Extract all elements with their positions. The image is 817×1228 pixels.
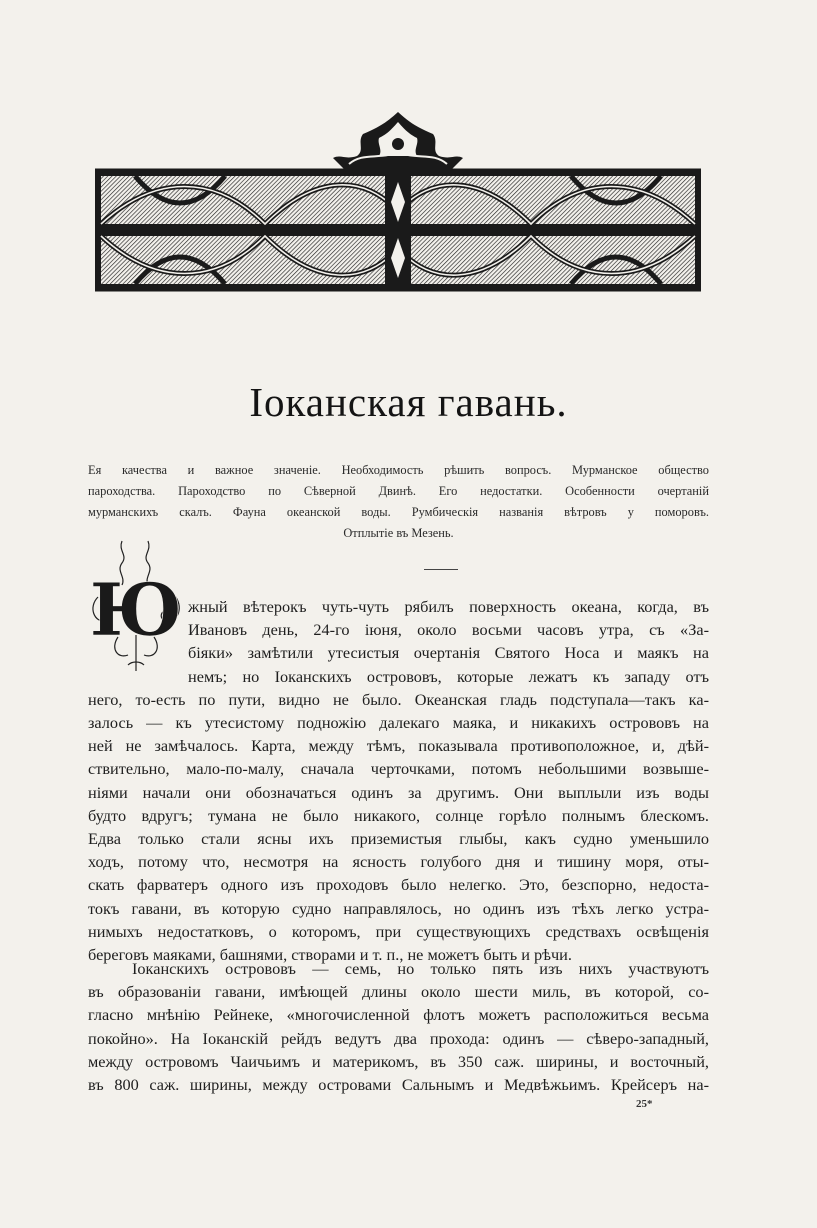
crown-ornament bbox=[333, 112, 463, 170]
text-line: будто вдругъ; тумана не было никакого, солнце горѣло полнымъ блескомъ. bbox=[88, 805, 709, 825]
text-line: біяки» замѣтили утесистыя очертанія Святого Носа и маякъ на bbox=[188, 643, 709, 663]
text-line: ствительно, мало-по-малу, сначала черточками, потомъ небольшими возвыше- bbox=[88, 759, 709, 779]
text-line: ходъ, потому что, несмотря на ясность голубого дня и тишину моря, оты- bbox=[88, 852, 709, 872]
text-line: въ 800 саж. ширины, между островами Сальнымъ и Медвѣжьимъ. Крейсеръ на- bbox=[88, 1075, 709, 1095]
summary-line: мурманскихъ скалъ. Фауна океанской воды. Румбическія названія вѣтровъ у поморовъ. bbox=[88, 505, 709, 519]
paragraph-2 bbox=[88, 957, 709, 1096]
text-line: немъ; но Іоканскихъ острововъ, которые лежатъ къ западу отъ bbox=[188, 666, 709, 686]
chapter-title: Іоканская гавань. bbox=[249, 379, 568, 425]
text-line: въ образованіи гавани, имѣющей длины около шести миль, въ которой, со- bbox=[88, 982, 709, 1002]
text-line: нимыхъ недостатковъ, о которомъ, при существующихъ средствахъ освѣщенія bbox=[88, 921, 709, 941]
summary-line: Отплытіе въ Мезень. bbox=[343, 526, 454, 540]
text-line: покойно». На Іоканскій рейдъ ведутъ два прохода: одинъ — сѣверо-западный, bbox=[88, 1028, 709, 1048]
summary-line: Ея качества и важное значеніе. Необходимость рѣшить вопросъ. Мурманское общество bbox=[88, 463, 709, 477]
text-line: береговъ маяками, башнями, створами и т. п., не можетъ быть и рѣчи. bbox=[88, 945, 572, 965]
section-divider bbox=[424, 569, 458, 570]
text-line: Едва только стали ясны ихъ приземистыя глыбы, какъ судно уменьшило bbox=[88, 829, 709, 849]
summary-line: пароходства. Пароходство по Сѣверной Двинѣ. Его недостатки. Особенности очертаній bbox=[88, 484, 709, 498]
text-line: гласно мнѣнію Рейнеке, «многочисленной флотъ можетъ расположиться весьма bbox=[88, 1005, 709, 1025]
text-line: токъ гавани, въ которую судно направлялось, но одинъ изъ тѣхъ легко устра- bbox=[88, 898, 709, 918]
drop-cap-letter: Ю bbox=[89, 567, 183, 652]
text-line: залось — къ утесистому подножію далекаго маяка, и никакихъ острововъ на bbox=[88, 713, 709, 733]
text-line: жный вѣтерокъ чуть-чуть рябилъ поверхность океана, когда, въ bbox=[188, 597, 709, 616]
text-line: него, то-есть по пути, видно не было. Океанская гладь подступала—такъ ка- bbox=[88, 689, 709, 709]
text-line: Ивановъ день, 24-го іюня, около восьми часовъ утра, съ «За- bbox=[188, 620, 709, 640]
text-line: Іоканскихъ острововъ — семь, но только пять изъ нихъ участвуютъ bbox=[132, 959, 709, 978]
text-line: ніями начали они обозначаться одинъ за другимъ. Они выплыли изъ воды bbox=[88, 782, 709, 802]
page-number: 25* bbox=[636, 1098, 653, 1110]
paragraph-1 bbox=[88, 595, 709, 966]
chapter-summary bbox=[88, 460, 709, 544]
text-line: скать фарватеръ одного изъ проходовъ было нелегко. Это, безспорно, недоста- bbox=[88, 875, 709, 895]
text-line: ней не замѣчалось. Карта, между тѣмъ, показывала противоположное, и, дѣй- bbox=[88, 736, 709, 756]
text-line: между островомъ Чаичьимъ и материкомъ, въ 350 саж. ширины, и восточный, bbox=[88, 1051, 709, 1071]
ornamental-headpiece bbox=[95, 112, 701, 292]
